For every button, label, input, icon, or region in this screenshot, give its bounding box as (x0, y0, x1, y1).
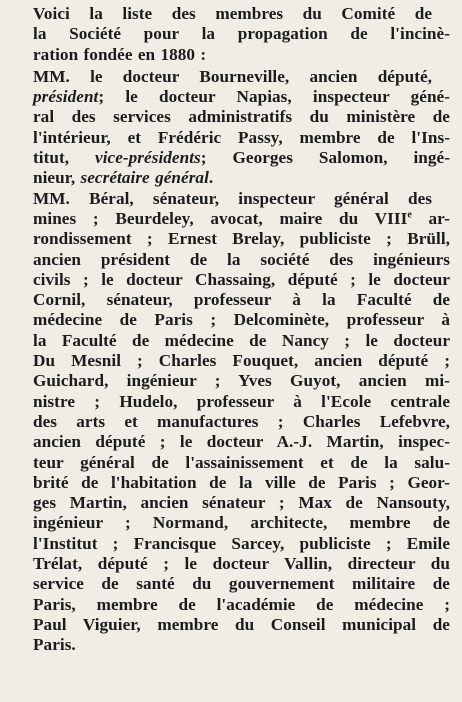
members-line: Trélat, député ; le docteur Vallin, directeur du (33, 554, 450, 574)
bureau-line-text: . (208, 168, 214, 188)
members-line: ges Martin, ancien sénateur ; Max de Nansouty, (33, 493, 450, 513)
role-secretary: secrétaire général (80, 168, 209, 188)
members-line: MM. Béral, sénateur, inspecteur général des (33, 188, 432, 208)
members-line: l'Institut ; Francisque Sarcey, publiciste ; Emile (33, 533, 450, 553)
bureau-line (15, 168, 450, 188)
bureau-paragraph (15, 67, 450, 189)
bureau-line (15, 148, 450, 168)
members-line: Cornil, sénateur, professeur à la Faculté de (33, 290, 450, 310)
members-line: des arts et manufactures ; Charles Lefebvre, (33, 411, 450, 431)
bureau-line-prefix: nieur, (33, 168, 81, 188)
intro-line: ration fondée en 1880 : (33, 44, 207, 64)
members-line: civils ; le docteur Chassaing, député ; le docteur (33, 269, 450, 289)
bureau-line: ral des services administratifs du ministère de (33, 107, 450, 127)
bureau-line (15, 87, 450, 107)
members-line: ingénieur ; Normand, architecte, membre de (33, 513, 450, 533)
members-line: brité de l'habitation de la ville de Paris ; Geor- (33, 472, 450, 492)
members-line: mines ; Beurdeley, avocat, maire du VIIIe ar- (33, 208, 450, 228)
members-line: service de santé du gouvernement militaire de (33, 574, 450, 594)
members-line: nistre ; Hudelo, professeur à l'Ecole centrale (33, 391, 450, 411)
members-line: ancien député ; le docteur A.-J. Martin, inspec- (33, 432, 450, 452)
members-line: Du Mesnil ; Charles Fouquet, ancien député ; (33, 351, 450, 371)
members-line: ancien président de la société des ingénieurs (33, 249, 450, 269)
bureau-line: MM. le docteur Bourneville, ancien député, (33, 66, 432, 86)
bureau-line-prefix: titut, (33, 148, 96, 168)
ordinal-superscript: e (407, 209, 412, 221)
members-line: Paris. (33, 635, 76, 655)
intro-line: la Société pour la propagation de l'incinè- (33, 24, 450, 44)
intro-paragraph (15, 4, 450, 65)
bureau-line: l'intérieur, et Frédéric Passy, membre de l'Ins- (33, 127, 450, 147)
members-line: Paris, membre de l'académie de médecine ; (33, 594, 450, 614)
members-line: teur général de l'assainissement et de la salu- (33, 452, 450, 472)
bureau-line-text: ; Georges Salomon, ingé- (200, 148, 450, 168)
members-paragraph (15, 189, 450, 656)
members-line: Paul Viguier, membre du Conseil municipal de (33, 614, 450, 634)
intro-line: Voici la liste des membres du Comité de (33, 4, 432, 23)
role-president: président (33, 87, 99, 107)
members-line: Guichard, ingénieur ; Yves Guyot, ancien mi- (33, 371, 450, 391)
bureau-line-text: ; le docteur Napias, inspecteur géné- (98, 87, 450, 107)
members-line: médecine de Paris ; Delcominète, professeur à (33, 310, 450, 330)
members-line: la Faculté de médecine de Nancy ; le docteur (33, 330, 450, 350)
role-vice-presidents: vice-présidents (95, 148, 201, 168)
members-line: rondissement ; Ernest Brelay, publiciste ; Brüll, (33, 229, 450, 249)
